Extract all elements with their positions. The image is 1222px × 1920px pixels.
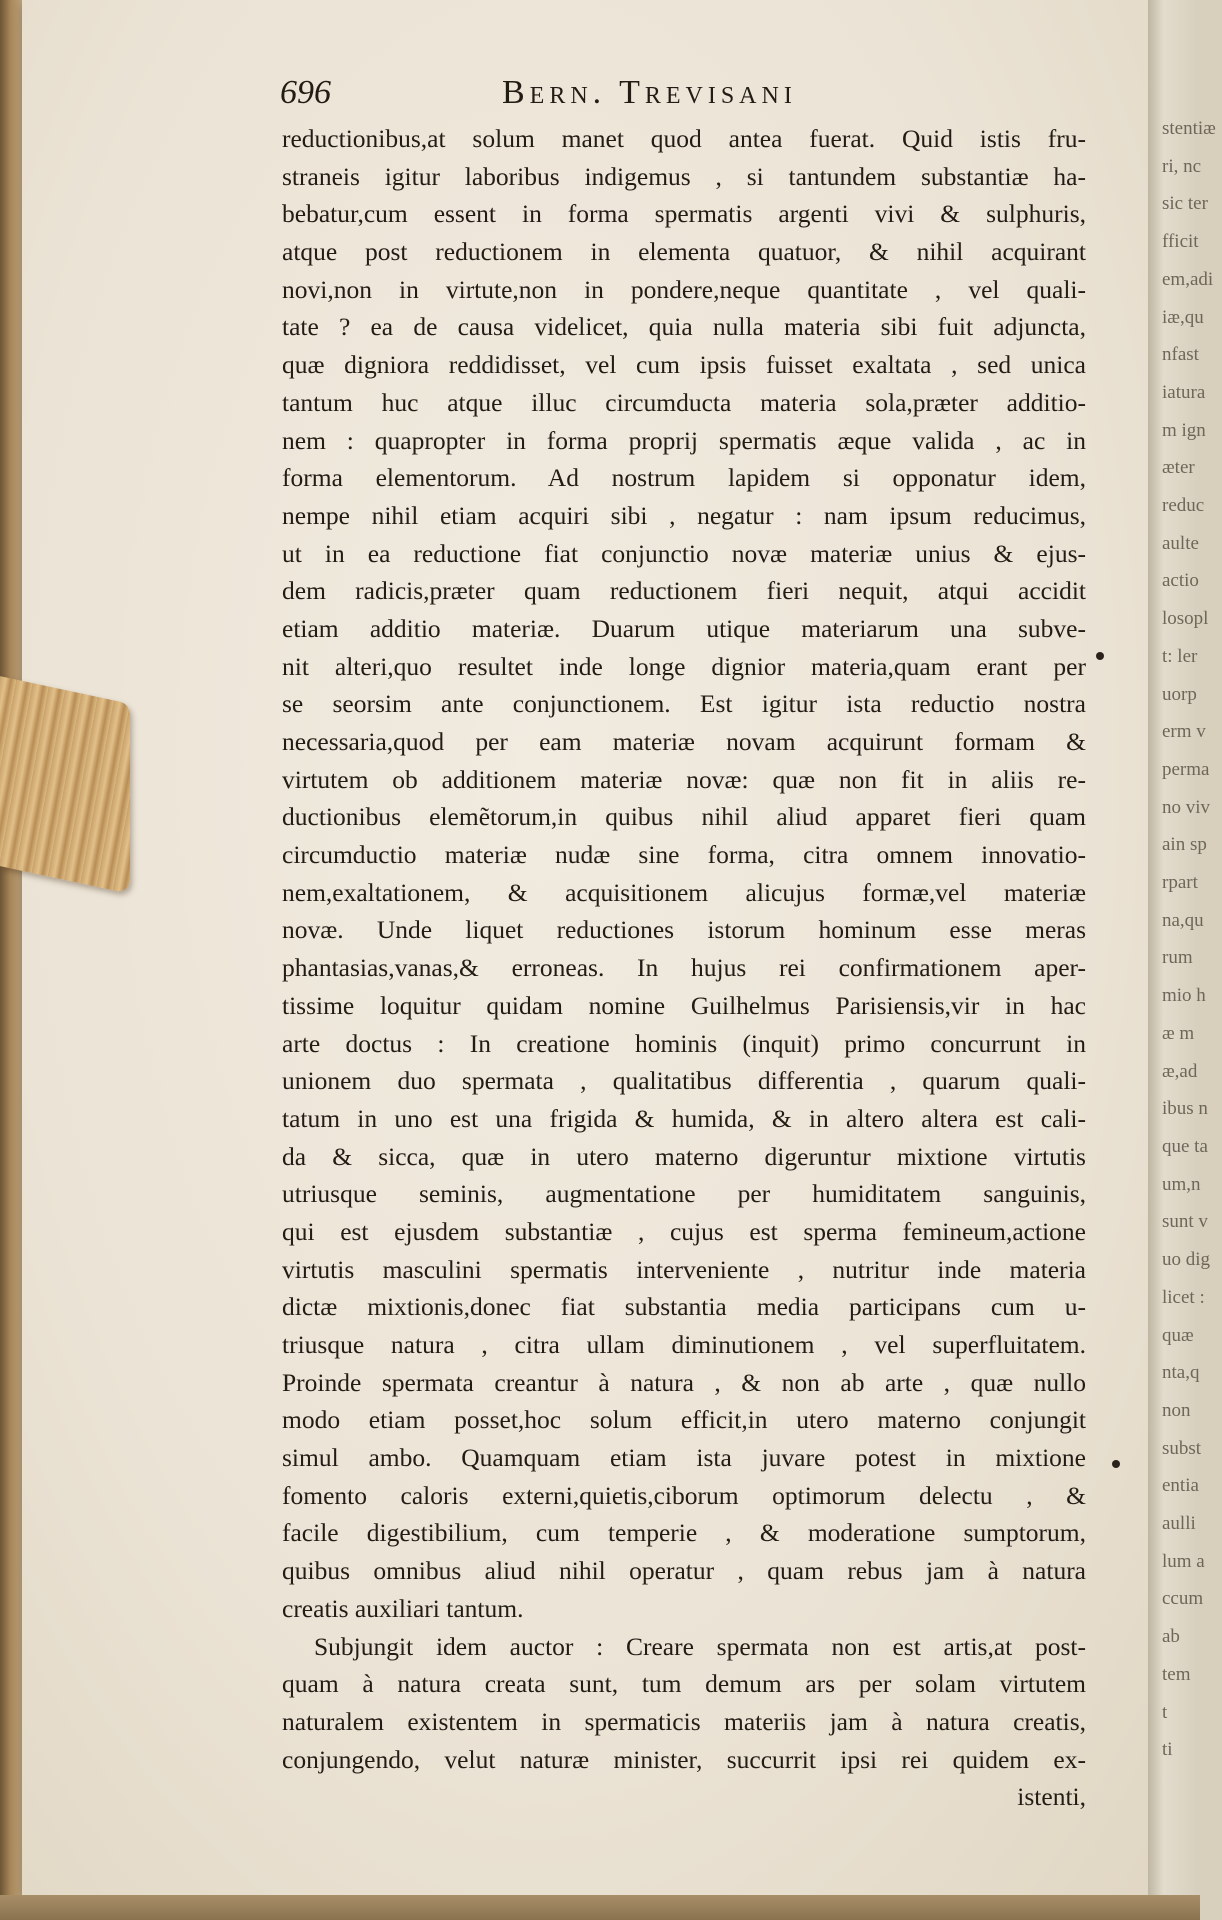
bleed-fragment: m ign: [1162, 419, 1206, 441]
text-line: Subjungit idem auctor : Creare spermata non est artis,at post-: [314, 1631, 1086, 1661]
text-line: phantasias,vanas,& erroneas. In hujus rei confirmationem aper-: [282, 953, 1086, 983]
ink-mark: [1096, 652, 1104, 660]
text-line: virtutis masculini spermatis interveniente , nutritur inde materia: [282, 1254, 1086, 1284]
bleed-fragment: ibus n: [1162, 1098, 1208, 1120]
page-bottom-edge: [0, 1895, 1200, 1920]
bleed-fragment: nfast: [1162, 344, 1199, 366]
text-line: modo etiam posset,hoc solum efficit,in utero materno conjungit: [282, 1405, 1086, 1435]
text-line: naturalem existentem in spermaticis materiis jam à natura creatis,: [282, 1706, 1086, 1736]
text-line: tantum huc atque illuc circumducta materia sola,præter additio-: [282, 387, 1086, 417]
bleed-fragment: ti: [1162, 1739, 1173, 1761]
text-line: circumductio materiæ nudæ sine forma, citra omnem innovatio-: [282, 840, 1086, 870]
text-line: tate ? ea de causa videlicet, quia nulla materia sibi fuit adjuncta,: [282, 312, 1086, 342]
bleed-fragment: actio: [1162, 570, 1199, 592]
text-line: qui est ejusdem substantiæ , cujus est sperma femineum,actione: [282, 1216, 1086, 1246]
text-line: dictæ mixtionis,donec fiat substantia media participans cum u-: [282, 1292, 1086, 1322]
next-page-bleed-text: [1162, 110, 1222, 1769]
text-line: quæ digniora reddidisset, vel cum ipsis fuisset exaltata , sed unica: [282, 350, 1086, 380]
bleed-fragment: em,adi: [1162, 268, 1214, 290]
bleed-fragment: ri, nc: [1162, 155, 1202, 177]
text-line: triusque natura , citra ullam diminutionem , vel superfluitatem.: [282, 1330, 1086, 1359]
text-line: nem : quapropter in forma proprij spermatis æque valida , ac in: [282, 425, 1086, 455]
bleed-fragment: mio h: [1162, 985, 1206, 1007]
bleed-fragment: reduc: [1162, 495, 1205, 517]
bleed-fragment: losopl: [1162, 608, 1209, 630]
bleed-fragment: ain sp: [1162, 834, 1207, 856]
text-line: conjungendo, velut naturæ minister, succurrit ipsi rei quidem ex-: [282, 1744, 1086, 1774]
bleed-fragment: non: [1162, 1399, 1191, 1421]
bleed-fragment: aulli: [1162, 1513, 1196, 1535]
bleed-fragment: no viv: [1162, 796, 1211, 818]
bleed-fragment: uo dig: [1162, 1249, 1211, 1271]
bleed-fragment: rpart: [1162, 872, 1198, 894]
bleed-fragment: æ,ad: [1162, 1060, 1198, 1082]
text-line: novæ. Unde liquet reductiones istorum hominum esse meras: [282, 915, 1086, 945]
text-line: arte doctus : In creatione hominis (inquit) primo concurrunt in: [282, 1028, 1086, 1058]
bleed-fragment: licet :: [1162, 1286, 1205, 1308]
bleed-fragment: que ta: [1162, 1135, 1208, 1157]
text-line: atque post reductionem in elementa quatuor, & nihil acquirant: [282, 237, 1086, 267]
bleed-fragment: uorp: [1162, 683, 1197, 705]
body-text: [282, 120, 1086, 1816]
text-line: nem,exaltationem, & acquisitionem alicujus formæ,vel materiæ: [282, 877, 1086, 907]
bleed-fragment: nta,q: [1162, 1362, 1200, 1384]
bleed-fragment: ab: [1162, 1626, 1180, 1648]
bleed-fragment: sunt v: [1162, 1211, 1208, 1233]
text-line: quibus omnibus aliud nihil operatur , quam rebus jam à natura: [282, 1556, 1086, 1586]
bleed-fragment: perma: [1162, 758, 1210, 780]
text-line: tatum in uno est una frigida & humida, & in altero altera est cali-: [282, 1103, 1086, 1133]
text-line: ut in ea reductione fiat conjunctio novæ materiæ unius & ejus-: [282, 538, 1086, 568]
text-line: unionem duo spermata , qualitatibus differentia , quarum quali-: [282, 1066, 1086, 1096]
bleed-fragment: um,n: [1162, 1173, 1201, 1195]
text-line: nempe nihil etiam acquiri sibi , negatur : nam ipsum reducimus,: [282, 500, 1086, 530]
text-line: bebatur,cum essent in forma spermatis argenti vivi & sulphuris,: [282, 199, 1086, 229]
bleed-fragment: quæ: [1162, 1324, 1194, 1346]
text-line: istenti,: [1017, 1782, 1086, 1812]
text-line: ductionibus elemẽtorum,in quibus nihil aliud apparet fieri quam: [282, 802, 1086, 832]
bleed-fragment: æ m: [1162, 1022, 1195, 1044]
bleed-fragment: t: [1162, 1701, 1168, 1723]
bleed-fragment: t: ler: [1162, 645, 1198, 667]
text-line: novi,non in virtute,non in pondere,neque quantitate , vel quali-: [282, 274, 1086, 304]
text-line: straneis igitur laboribus indigemus , si tantundem substantiæ ha-: [282, 161, 1086, 191]
text-line: tissime loquitur quidam nomine Guilhelmus Parisiensis,vir in hac: [282, 990, 1086, 1020]
next-page-edge: [1148, 0, 1216, 1920]
bleed-fragment: stentiæ: [1162, 118, 1216, 139]
bleed-fragment: iatura: [1162, 381, 1206, 403]
bleed-fragment: na,qu: [1162, 909, 1204, 931]
bleed-fragment: sic ter: [1162, 193, 1208, 215]
text-line: dem radicis,præter quam reductionem fieri nequit, atqui accidit: [282, 576, 1086, 606]
text-line: creatis auxiliari tantum.: [282, 1593, 524, 1623]
bleed-fragment: rum: [1162, 947, 1193, 969]
text-line: quam à natura creata sunt, tum demum ars per solam virtutem: [282, 1669, 1086, 1699]
text-line: etiam additio materiæ. Duarum utique materiarum una subve-: [282, 613, 1086, 643]
text-line: utriusque seminis, augmentatione per humiditatem sanguinis,: [282, 1179, 1086, 1209]
text-line: fomento caloris externi,quietis,ciborum optimorum delectu , &: [282, 1480, 1086, 1510]
page-number: 696: [280, 74, 331, 111]
text-line: forma elementorum. Ad nostrum lapidem si opponatur idem,: [282, 463, 1086, 493]
text-line: facile digestibilium, cum temperie , & moderatione sumptorum,: [282, 1518, 1086, 1548]
bleed-fragment: lum a: [1162, 1550, 1205, 1572]
page-header: [280, 74, 1120, 114]
text-line: simul ambo. Quamquam etiam ista juvare potest in mixtione: [282, 1443, 1086, 1473]
text-line: nit alteri,quo resultet inde longe dignior materia,quam erant per: [282, 651, 1086, 681]
bleed-fragment: iæ,qu: [1162, 306, 1204, 328]
bleed-fragment: entia: [1162, 1475, 1199, 1497]
text-line: virtutem ob additionem materiæ novæ: quæ non fit in aliis re-: [282, 764, 1086, 794]
text-line: Proinde spermata creantur à natura , & non ab arte , quæ nullo: [282, 1367, 1086, 1397]
bleed-fragment: fficit: [1162, 231, 1199, 253]
bleed-fragment: aulte: [1162, 532, 1199, 554]
wooden-bookmark: [0, 676, 130, 894]
running-head: Bern. Trevisani: [502, 74, 797, 111]
bleed-fragment: ccum: [1162, 1588, 1204, 1610]
bleed-fragment: erm v: [1162, 721, 1206, 743]
text-line: da & sicca, quæ in utero materno digeruntur mixtione virtutis: [282, 1141, 1086, 1171]
text-line: se seorsim ante conjunctionem. Est igitur ista reductio nostra: [282, 689, 1086, 719]
text-line: reductionibus,at solum manet quod antea fuerat. Quid istis fru-: [282, 124, 1086, 153]
bleed-fragment: subst: [1162, 1437, 1202, 1459]
text-line: necessaria,quod per eam materiæ novam acquirunt formam &: [282, 727, 1086, 756]
ink-mark: [1112, 1460, 1120, 1468]
bleed-fragment: æter: [1162, 457, 1195, 479]
bleed-fragment: tem: [1162, 1663, 1191, 1685]
